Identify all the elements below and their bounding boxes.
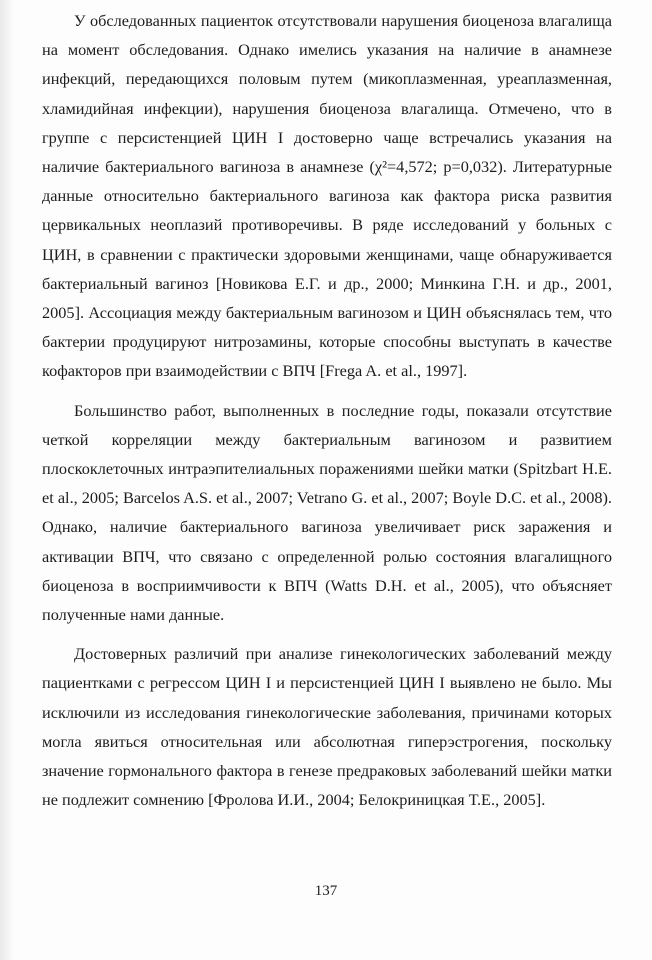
paragraph-gynecological-diseases: Достоверных различий при анализе гинекологических заболеваний между пациентками с регрессом ЦИН I и персистенцией ЦИН I выявлено не было. Мы исключили из исследования гинекологические заболевания, причинами которых могла явиться относительная или абсолютная гиперэстрогения, поскольку значение гормонального фактора в генезе предраковых заболеваний шейки матки не подлежит сомнению [Фролова И.И., 2004; Белокриницкая Т.Е., 2005]. [42,644,612,810]
paragraph-biocenosis: У обследованных пациенток отсутствовали нарушения биоценоза влагалища на момент обследования. Однако имелись указания на наличие в анамнезе инфекций, передающихся половым путем (микоплазменная, уреаплазменная, хламидийная инфекции), нарушения биоценоза влагалища. Отмечено, что в группе с персистенцией ЦИН I достоверно чаще встречались указания на наличие бактериального вагиноза в анамнезе (χ²=4,572; p=0,032). Литературные данные относительно бактериального вагиноза как фактора риска развития цервикальных неоплазий противоречивы. В ряде исследований у больных с ЦИН, в сравнении с практически здоровыми женщинами, чаще обнаруживается бактериальный вагиноз [Новикова Е.Г. и др., 2000; Минкина Г.Н. и др., 2001, 2005]. Ассоциация между бактериальным вагинозом и ЦИН объяснялась тем, что бактерии продуцируют нитрозамины, которые способны выступать в качестве кофакторов при взаимодействии с ВПЧ [Frega A. et al., 1997]. [42,11,612,381]
body-text [42,6,612,814]
page-number: 137 [314,883,338,899]
paragraph-correlation: Большинство работ, выполненных в последние годы, показали отсутствие четкой корреляции между бактериальным вагинозом и развитием плоскоклеточных интраэпителиальных поражениями шейки матки (Spitzbart H.E. et al., 2005; Barcelos A.S. et al., 2007; Vetrano G. et al., 2007; Boyle D.C. et al., 2008). Однако, наличие бактериального вагиноза увеличивает риск заражения и активации ВПЧ, что связано с определенной ролью состояния влагалищного биоценоза в восприимчивости к ВПЧ (Watts D.H. et al., 2005), что объясняет полученные нами данные. [42,400,612,625]
scan-shadow-edge [0,0,14,960]
